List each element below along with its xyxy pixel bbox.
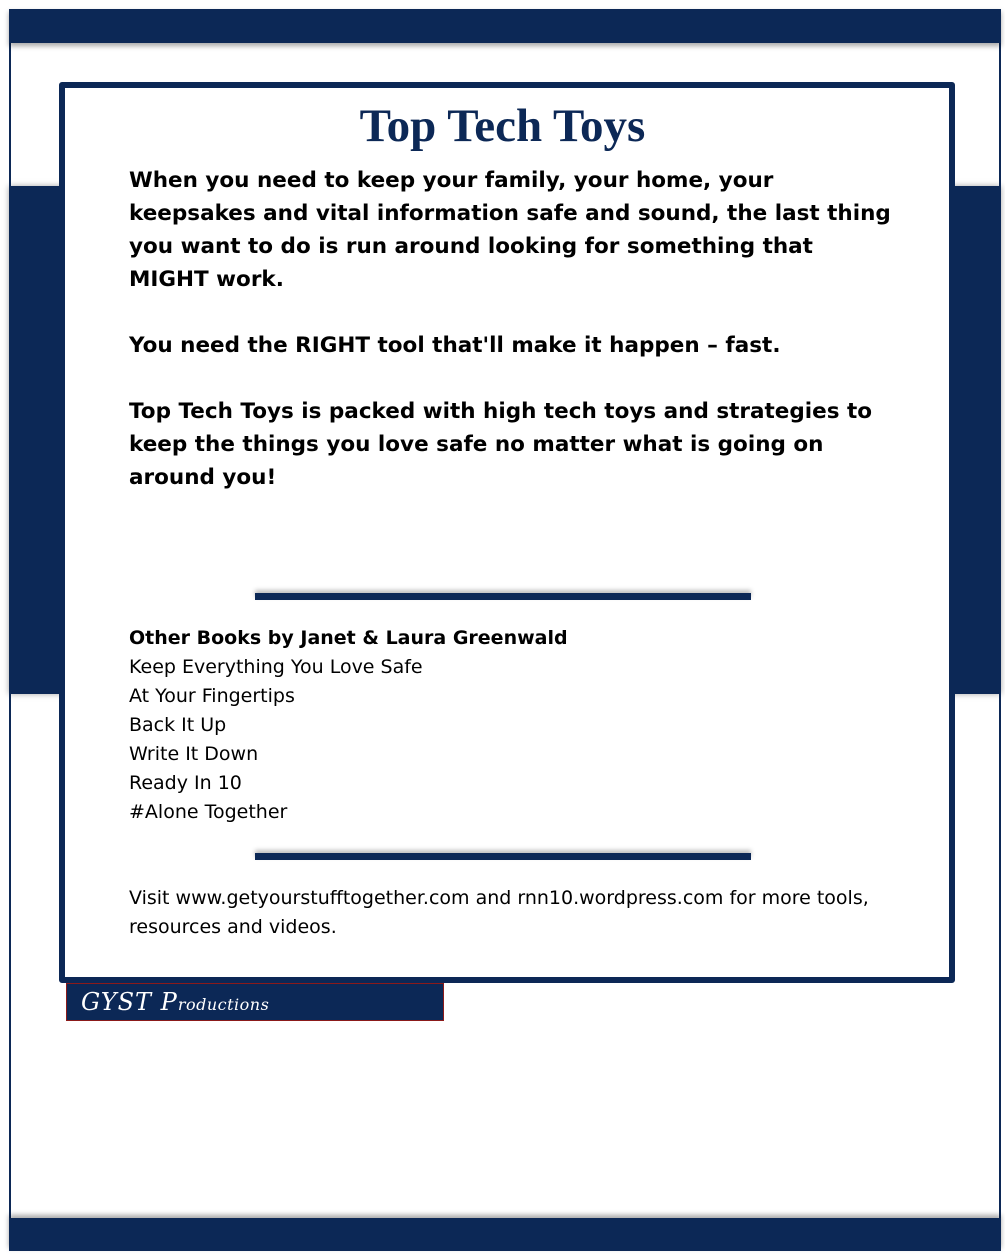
other-books-heading: Other Books by Janet & Laura Greenwald <box>129 627 568 649</box>
other-books-section <box>129 624 829 827</box>
book-list-item: Back It Up <box>129 714 227 736</box>
book-title: Top Tech Toys <box>359 100 646 152</box>
intro-paragraph: You need the RIGHT tool that'll make it happen – fast. <box>129 333 781 358</box>
visit-websites-text: Visit www.getyourstufftogether.com and rnn10.wordpress.com for more tools, resources and videos. <box>129 887 869 938</box>
logo-suffix: roductions <box>177 995 270 1014</box>
divider-rule <box>255 593 751 600</box>
other-books-list <box>129 653 829 827</box>
gyst-productions-logo <box>66 983 444 1021</box>
bottom-navy-band <box>9 1218 1001 1251</box>
book-list-item: Write It Down <box>129 743 259 765</box>
intro-paragraph: When you need to keep your family, your home, your keepsakes and vital information safe and sound, the last thing you want to do is run around looking for something that MIGHT work. <box>129 168 891 292</box>
book-list-item: At Your Fingertips <box>129 685 295 707</box>
intro-text <box>129 164 899 527</box>
book-list-item: Keep Everything You Love Safe <box>129 656 423 678</box>
book-list-item: #Alone Together <box>129 801 288 823</box>
book-list-item: Ready In 10 <box>129 772 242 794</box>
intro-paragraph: Top Tech Toys is packed with high tech toys and strategies to keep the things you love safe no matter what is going on around you! <box>129 399 873 490</box>
logo-text <box>81 986 269 1021</box>
divider-rule <box>255 853 751 860</box>
top-navy-band <box>9 9 1001 43</box>
logo-initials: GYST P <box>81 988 178 1016</box>
